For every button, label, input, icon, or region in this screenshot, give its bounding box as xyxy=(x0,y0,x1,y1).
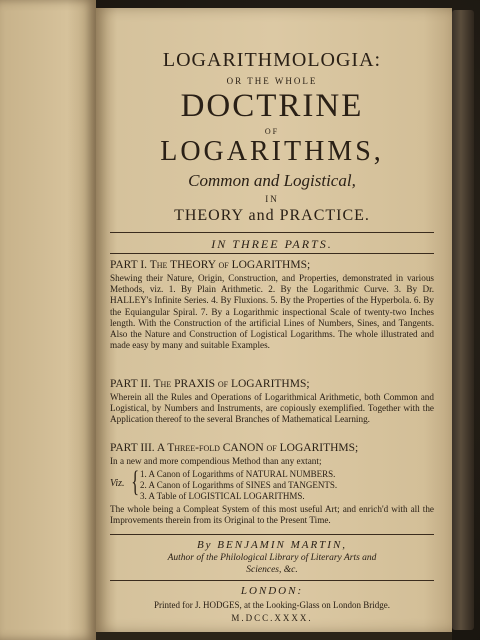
title-page xyxy=(96,8,452,632)
part3-heading: PART III. A Three-fold CANON of LOGARITHMS; xyxy=(110,442,359,454)
title-line-6: Common and Logistical, xyxy=(188,171,356,190)
part3-closing: The whole being a Compleat System of this most useful Art; and enrich'd with all the Improvements therein from its Original to the Present Time. xyxy=(110,504,434,526)
title-line-7: IN xyxy=(265,194,279,204)
facing-page xyxy=(0,0,96,640)
imprint-city: LONDON: xyxy=(240,585,304,597)
part3-text: In a new and more compendious Method than any extant; xyxy=(110,456,322,466)
parts-heading: IN THREE PARTS. xyxy=(211,237,333,251)
imprint-date: M.DCC.XXXX. xyxy=(231,613,313,623)
title-line-2: OR THE WHOLE xyxy=(226,76,318,86)
canon-item: 2. A Canon of Logarithms of SINES and TANGENTS. xyxy=(140,480,338,490)
viz-label: Viz. xyxy=(110,478,125,489)
author-name: By BENJAMIN MARTIN, xyxy=(196,539,348,551)
author-line-3: Sciences, &c. xyxy=(246,565,298,575)
title-line-3: DOCTRINE xyxy=(180,88,364,124)
canon-item: 1. A Canon of Logarithms of NATURAL NUMBERS. xyxy=(140,469,336,479)
page-bottom-edge xyxy=(96,632,452,640)
part1-text: Shewing their Nature, Origin, Construction, and Properties, demonstrated in various Methods, viz. 1. By Plain Arithmetic. 2. By the Logarithmic Curve. 3. By Dr. HALLEY's Infinite Series. 4. By Fluxions. 5. By the Properties of the Hyperbola. 6. By the Equiangular Spiral. 7. By a Logarithmic inspectional Scale of twenty-two Inches length. With the Construction of the artificial Lines of Numbers, Sines, and Tangents. Also the Nature and Construction of Logistical Logarithms. The whole illustrated and made easy by many and suitable Examples. xyxy=(110,273,434,351)
divider xyxy=(110,534,434,535)
book-binding xyxy=(452,10,474,630)
title-line-5: LOGARITHMS, xyxy=(160,136,384,167)
canon-item: 3. A Table of LOGISTICAL LOGARITHMS. xyxy=(140,491,305,501)
divider xyxy=(110,232,434,233)
divider xyxy=(110,253,434,254)
brace: { xyxy=(131,465,140,498)
author-line-2: Author of the Philological Library of Literary Arts and xyxy=(167,553,377,563)
part2-text: Wherein all the Rules and Operations of Logarithmical Arithmetic, both Common and Logistical, by Numbers and Instruments, are copiously exemplified. Together with the Application thereof to the several Branches of Mathematical Learning. xyxy=(110,392,434,425)
divider xyxy=(110,580,434,581)
title-line-8: THEORY and PRACTICE. xyxy=(174,207,370,224)
title-line-1: LOGARITHMOLOGIA: xyxy=(162,49,382,71)
part2-heading: PART II. The PRAXIS of LOGARITHMS; xyxy=(110,378,310,390)
part1-heading: PART I. The THEORY of LOGARITHMS; xyxy=(110,259,311,271)
title-line-4: OF xyxy=(264,127,280,136)
canon-items xyxy=(140,469,337,502)
imprint-printer: Printed for J. HODGES, at the Looking-Glass on London Bridge. xyxy=(154,600,390,610)
